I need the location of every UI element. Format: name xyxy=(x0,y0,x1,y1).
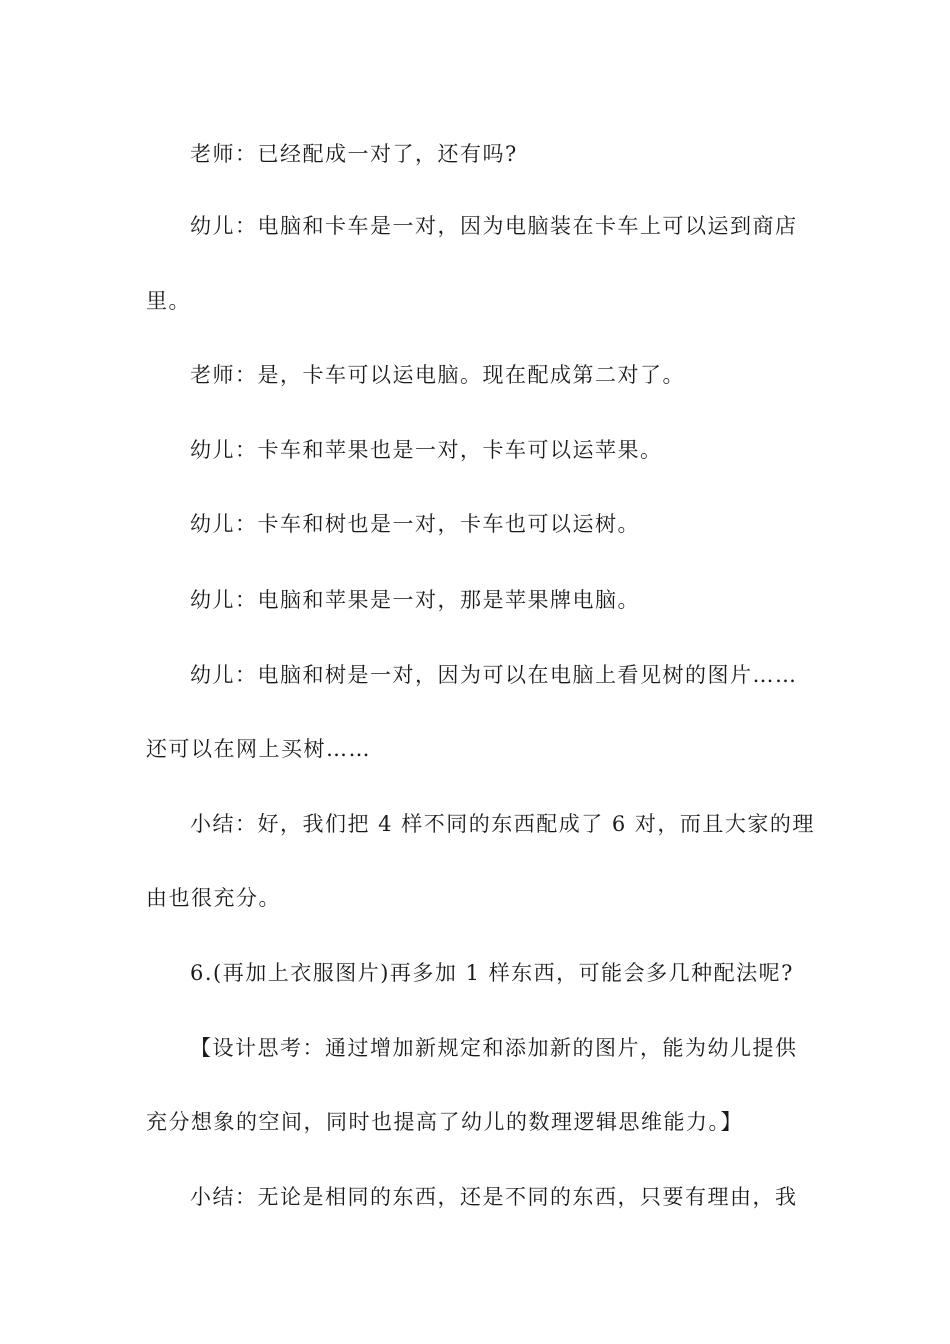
paragraph-summary-six-pairs: 小结：好，我们把 4 样不同的东西配成了 6 对，而且大家的理 xyxy=(190,812,815,836)
paragraph-teacher-asks-more: 老师：已经配成一对了，还有吗? xyxy=(190,142,518,166)
paragraph-design-thinking-cont: 充分想象的空间，同时也提高了幼儿的数理逻辑思维能力。】 xyxy=(146,1110,743,1134)
paragraph-child-computer-truck-cont: 里。 xyxy=(146,289,191,313)
paragraph-summary-reason: 小结：无论是相同的东西，还是不同的东西，只要有理由，我 xyxy=(190,1185,798,1209)
paragraph-summary-six-pairs-cont: 由也很充分。 xyxy=(146,886,281,910)
paragraph-step-six: 6.(再加上衣服图片)再多加 1 样东西，可能会多几种配法呢? xyxy=(190,961,794,985)
paragraph-child-computer-tree-cont: 还可以在网上买树…… xyxy=(146,737,371,761)
paragraph-design-thinking: 【设计思考：通过增加新规定和添加新的图片，能为幼儿提供 xyxy=(190,1036,798,1060)
paragraph-child-truck-apple: 幼儿：卡车和苹果也是一对，卡车可以运苹果。 xyxy=(190,438,663,462)
paragraph-child-computer-truck: 幼儿：电脑和卡车是一对，因为电脑装在卡车上可以运到商店 xyxy=(190,214,798,238)
paragraph-child-computer-apple: 幼儿：电脑和苹果是一对，那是苹果牌电脑。 xyxy=(190,588,640,612)
paragraph-teacher-second-pair: 老师：是，卡车可以运电脑。现在配成第二对了。 xyxy=(190,363,685,387)
paragraph-child-computer-tree: 幼儿：电脑和树是一对，因为可以在电脑上看见树的图片…… xyxy=(190,663,798,687)
paragraph-child-truck-tree: 幼儿：卡车和树也是一对，卡车也可以运树。 xyxy=(190,512,640,536)
